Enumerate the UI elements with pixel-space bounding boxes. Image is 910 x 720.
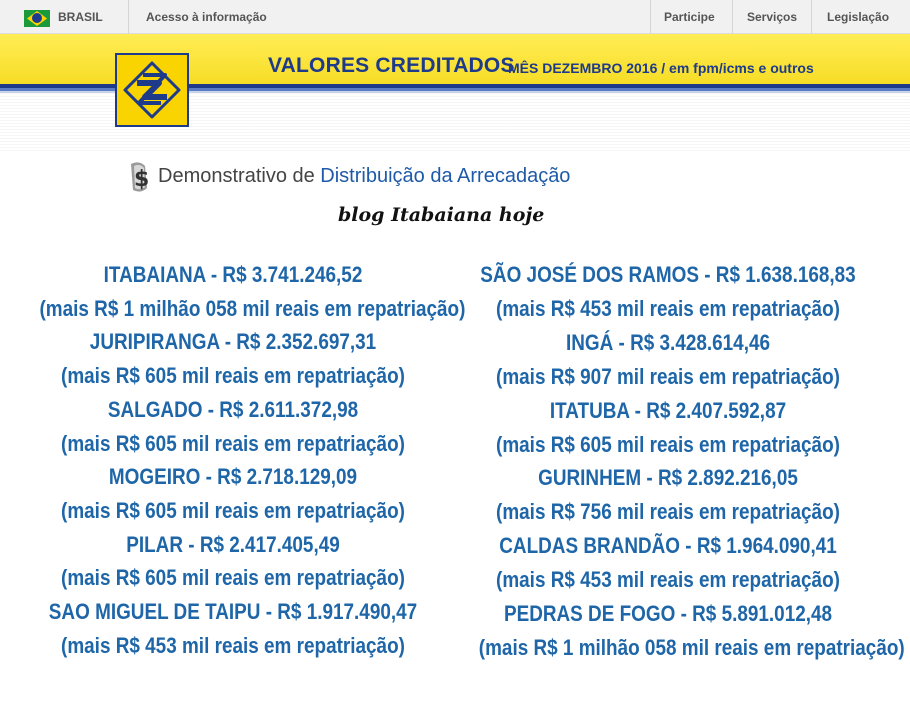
blog-signature: blog Itabaiana hoje xyxy=(338,204,545,226)
gov-top-bar xyxy=(0,0,910,34)
repatriation-note: (mais R$ 605 mil reais em repatriação) xyxy=(61,497,405,523)
repatriation-note: (mais R$ 1 milhão 058 mil reais em repatriação) xyxy=(478,634,905,660)
brasil-link[interactable]: BRASIL xyxy=(58,10,103,24)
municipality-value: SAO MIGUEL DE TAIPU - R$ 1.917.490,47 xyxy=(48,599,418,625)
svg-text:$: $ xyxy=(134,167,150,192)
divider xyxy=(811,0,812,34)
legislacao-link[interactable]: Legislação xyxy=(827,10,890,24)
left-column xyxy=(8,258,466,662)
repatriation-note: (mais R$ 756 mil reais em repatriação) xyxy=(496,499,840,525)
participe-link[interactable]: Participe xyxy=(664,10,715,24)
banner-subtitle: MÊS DEZEMBRO 2016 / em fpm/icms e outros xyxy=(508,60,814,76)
municipality-value: CALDAS BRANDÃO - R$ 1.964.090,41 xyxy=(499,533,837,559)
repatriation-note: (mais R$ 605 mil reais em repatriação) xyxy=(496,431,840,457)
heading-highlight: Distribuição da Arrecadação xyxy=(320,165,571,187)
divider xyxy=(650,0,651,34)
heading-prefix: Demonstrativo de xyxy=(158,165,321,187)
municipality-value: MOGEIRO - R$ 2.718.129,09 xyxy=(108,464,358,490)
municipality-value: ITATUBA - R$ 2.407.592,87 xyxy=(549,397,787,423)
municipality-value: SÃO JOSÉ DOS RAMOS - R$ 1.638.168,83 xyxy=(480,262,856,287)
repatriation-note: (mais R$ 907 mil reais em repatriação) xyxy=(496,363,840,389)
repatriation-note: (mais R$ 605 mil reais em repatriação) xyxy=(61,430,405,456)
municipality-value: SALGADO - R$ 2.611.372,98 xyxy=(107,396,359,422)
dollar-document-icon xyxy=(125,160,157,194)
page-heading xyxy=(158,165,570,188)
repatriation-note: (mais R$ 1 milhão 058 mil reais em repatriação) xyxy=(39,295,466,321)
municipality-value: PILAR - R$ 2.417.405,49 xyxy=(126,531,340,557)
municipality-value: GURINHEM - R$ 2.892.216,05 xyxy=(538,465,798,491)
municipality-value: JURIPIRANGA - R$ 2.352.697,31 xyxy=(89,329,377,355)
divider xyxy=(732,0,733,34)
bank-logo xyxy=(115,53,189,127)
repatriation-note: (mais R$ 453 mil reais em repatriação) xyxy=(496,567,840,593)
access-info-link[interactable]: Acesso à informação xyxy=(146,10,267,24)
repatriation-note: (mais R$ 453 mil reais em repatriação) xyxy=(496,295,840,321)
municipality-value: PEDRAS DE FOGO - R$ 5.891.012,48 xyxy=(503,601,833,627)
banner-title: VALORES CREDITADOS xyxy=(268,54,515,77)
repatriation-note: (mais R$ 453 mil reais em repatriação) xyxy=(61,632,405,658)
divider xyxy=(128,0,129,34)
right-column xyxy=(448,258,905,665)
brazil-flag-icon[interactable] xyxy=(24,10,50,27)
servicos-link[interactable]: Serviços xyxy=(747,10,798,24)
repatriation-note: (mais R$ 605 mil reais em repatriação) xyxy=(61,363,405,389)
municipality-value: ITABAIANA - R$ 3.741.246,52 xyxy=(103,262,363,287)
municipality-value: INGÁ - R$ 3.428.614,46 xyxy=(565,329,771,355)
repatriation-note: (mais R$ 605 mil reais em repatriação) xyxy=(61,565,405,591)
